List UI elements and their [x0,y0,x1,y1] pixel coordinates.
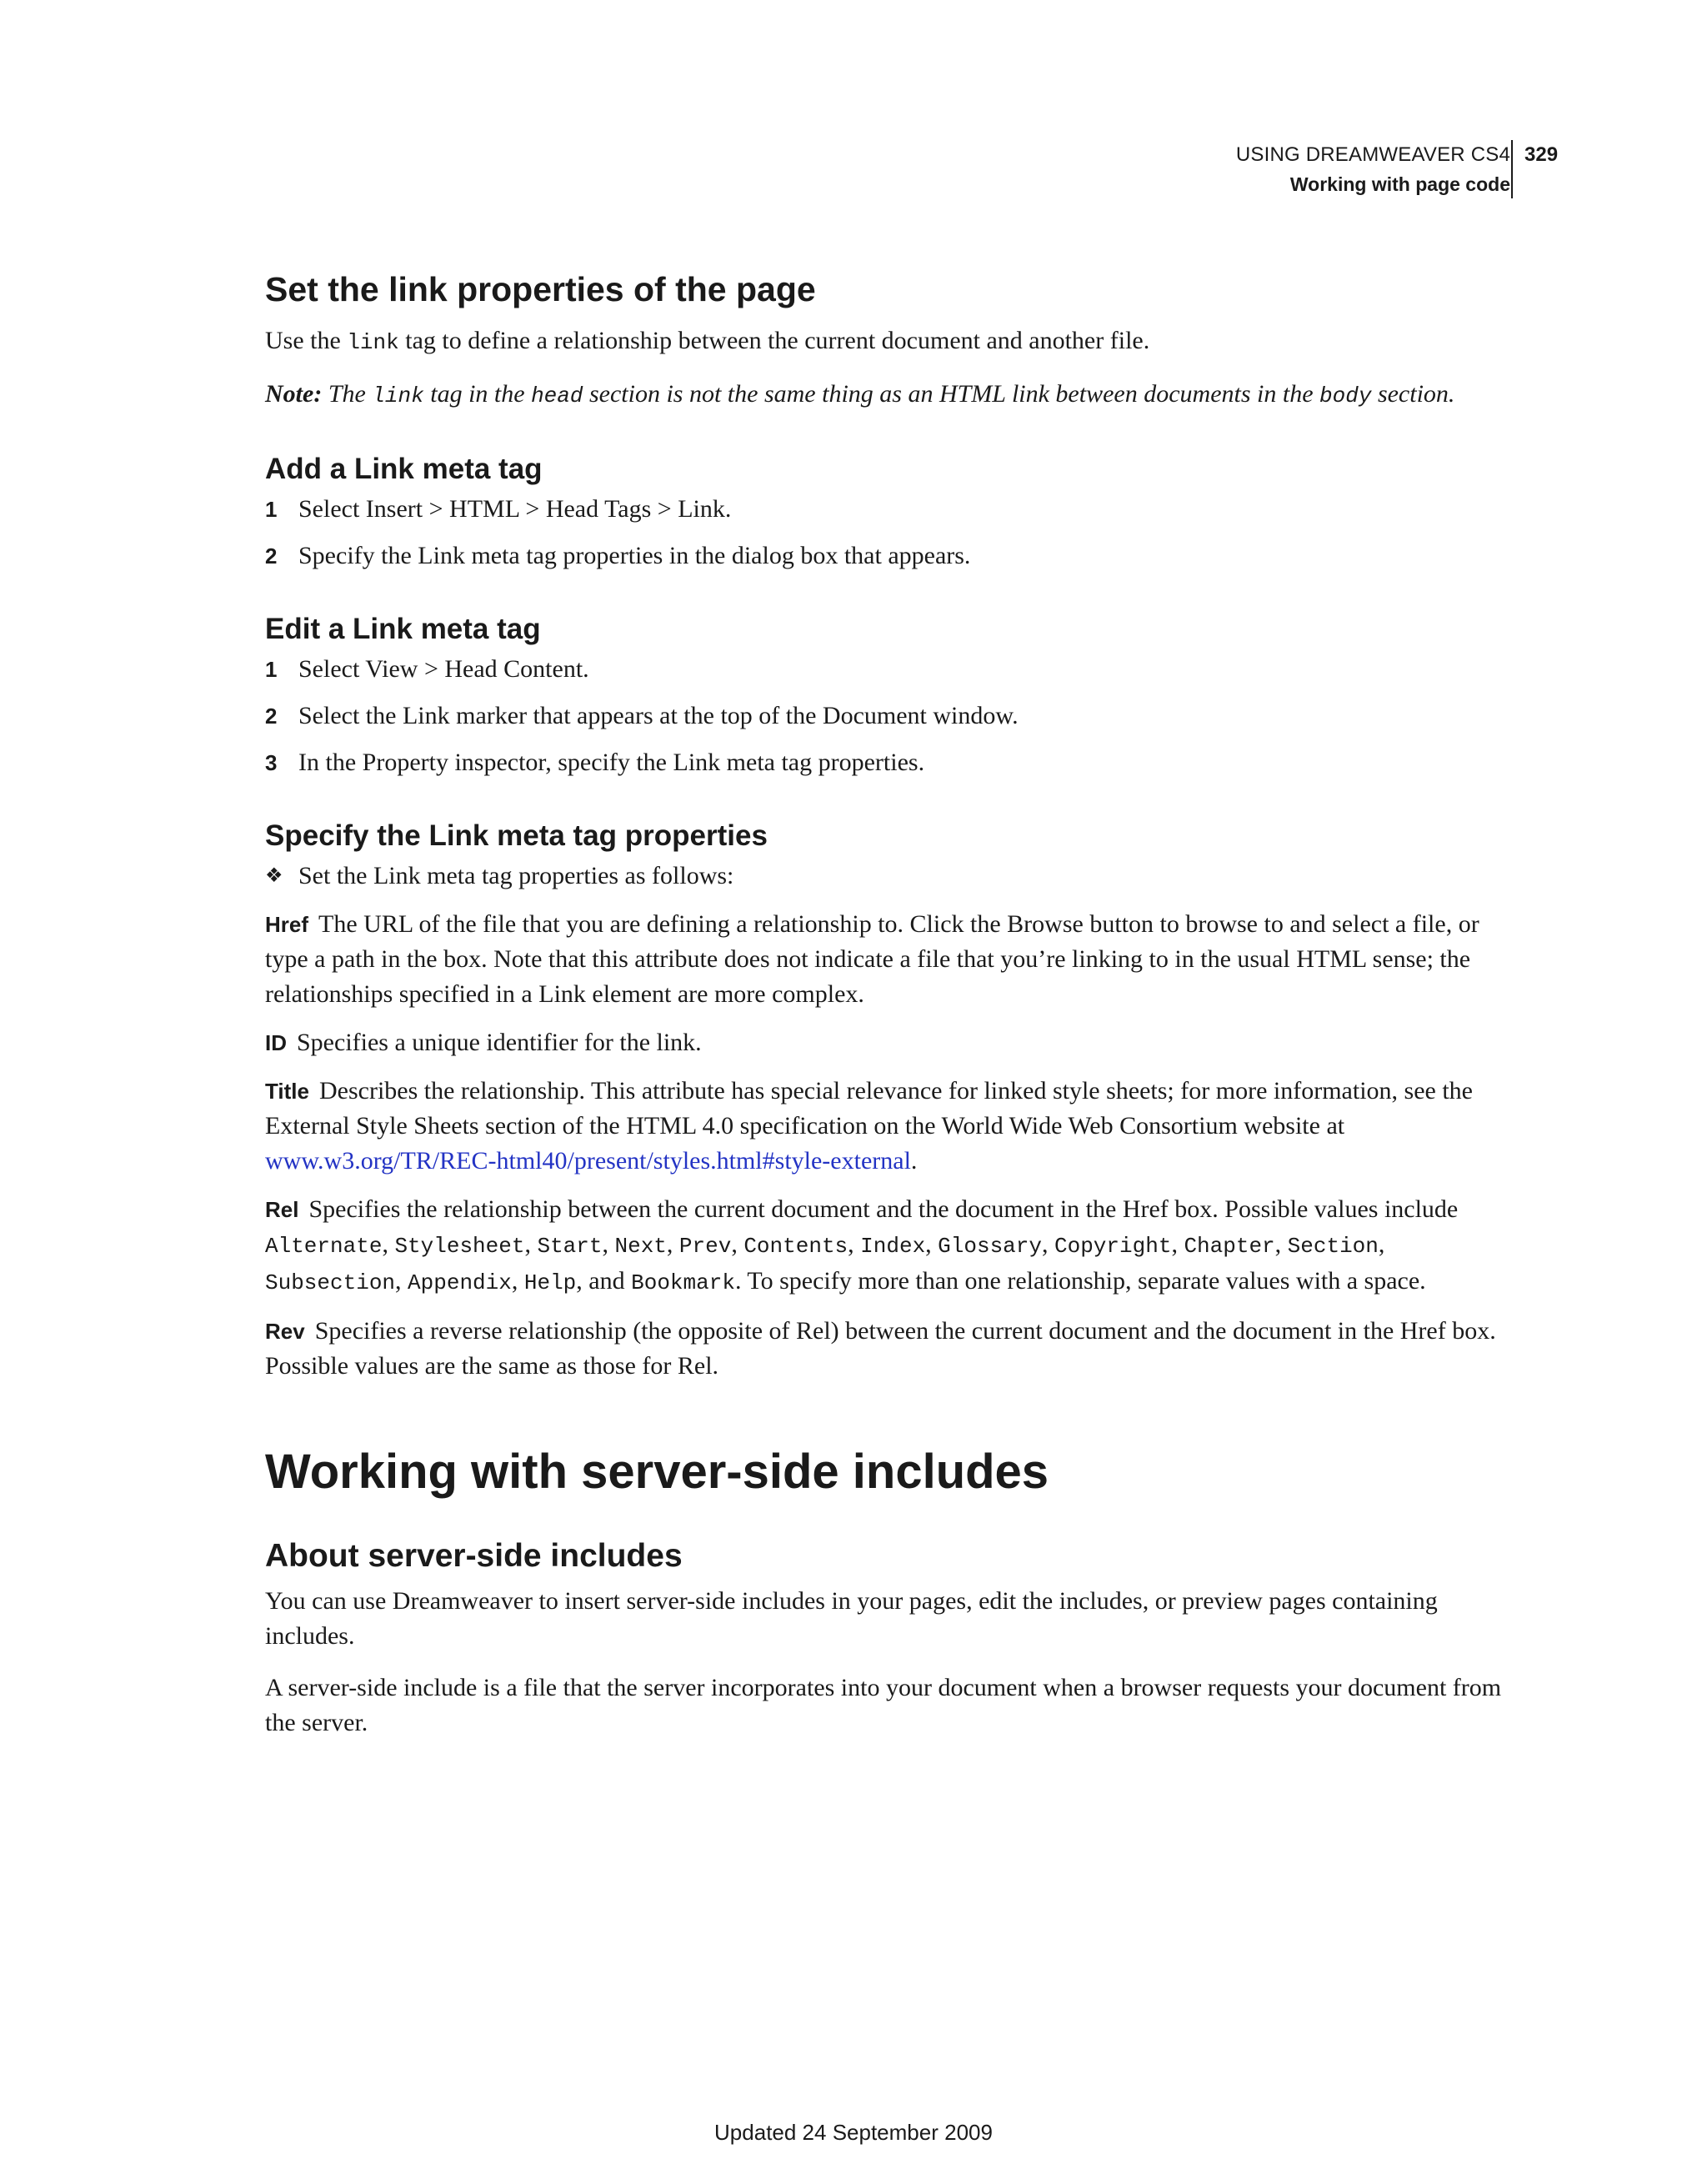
term-rel: Rel [265,1197,299,1222]
w3c-style-link[interactable]: www.w3.org/TR/REC-html40/present/styles.html#style-external [265,1147,911,1175]
term-rev: Rev [265,1319,305,1344]
header-divider [1511,140,1513,198]
step-number: 3 [265,750,278,775]
intro-text: Use the [265,327,348,354]
subheading-specify-link: Specify the Link meta tag properties [265,819,768,852]
code-value: Contents [743,1234,848,1259]
step-item [265,652,1503,687]
note-text: tag in the [423,380,532,408]
definition-rel [265,1192,1503,1300]
step-item [265,699,1503,734]
step-text: Select the Link marker that appears at the top of the Document window. [298,702,1019,729]
step-text: Select View > Head Content. [298,655,589,683]
step-number: 1 [265,497,278,522]
definition-text: Specifies a reverse relationship (the opposite of Rel) between the current document and the document in the Href box. Possible values are the same as those for Rel. [265,1317,1496,1380]
note-paragraph [265,377,1503,413]
rel-values-list: Alternate, Stylesheet, Start, Next, Prev, Contents, Index, Glossary, Copyright, Chapter, Section, Subsection, Appendix, Help [265,1230,1385,1295]
intro-paragraph [265,323,1503,360]
step-number: 2 [265,704,278,729]
step-text: Specify the Link meta tag properties in the dialog box that appears. [298,542,971,569]
definition-href [265,907,1503,1012]
term-title: Title [265,1079,309,1104]
code-value: Index [860,1234,926,1259]
code-link: link [372,383,424,408]
term-id: ID [265,1030,287,1055]
running-header [1236,140,1510,198]
definition-text: The URL of the file that you are defining a relationship to. Click the Browse button to browse to and select a file, or type a path in the box. Note that this attribute does not indicate a file that you’re linking to in the usual HTML sense; the relationships specified in a Link element are more complex. [265,910,1479,1008]
code-value: Alternate [265,1234,383,1259]
bullet-item [265,859,1503,894]
chapter-title: Working with page code [1289,173,1510,195]
step-item [265,492,1503,527]
step-number: 2 [265,543,278,569]
code-value: Bookmark [631,1270,735,1295]
term-href: Href [265,912,309,937]
code-value: Copyright [1054,1234,1172,1259]
code-value: Appendix [408,1270,512,1295]
code-value: Prev [678,1234,732,1259]
section-heading-link-properties: Set the link properties of the page [265,270,816,308]
ssi-paragraph-2: A server-side include is a file that the server incorporates into your document when a browser requests your document from the server. [265,1674,1502,1736]
code-value: Section [1287,1234,1379,1259]
code-body: body [1319,383,1372,408]
definition-text: Describes the relationship. This attribute has special relevance for linked style sheets; for more information, see the External Style Sheets section of the HTML 4.0 specification on the World Wide Web Consortium website at [265,1077,1473,1140]
code-value: Glossary [938,1234,1042,1259]
code-value: Start [537,1234,603,1259]
page-number: 329 [1524,143,1559,166]
diamond-bullet-icon: ❖ [265,865,283,887]
definition-text: , and [576,1267,632,1295]
definition-title [265,1074,1503,1179]
definition-id [265,1025,1503,1060]
subheading-edit-link: Edit a Link meta tag [265,613,541,645]
subheading-add-link: Add a Link meta tag [265,453,543,485]
chapter-heading-ssi: Working with server-side includes [265,1445,1049,1499]
ssi-paragraph-1: You can use Dreamweaver to insert server-side includes in your pages, edit the includes, or preview pages containing includes. [265,1587,1438,1650]
definition-text: Specifies a unique identifier for the link. [297,1029,702,1056]
book-title: USING DREAMWEAVER CS4 [1235,143,1510,166]
page-footer: Updated 24 September 2009 [714,2120,993,2145]
step-text: Select Insert > HTML > Head Tags > Link. [298,495,732,523]
intro-text-end: tag to define a relationship between the current document and another file. [398,327,1150,354]
note-text: The [322,380,373,408]
main-content [265,265,1503,1741]
code-value: Chapter [1184,1234,1275,1259]
step-number: 1 [265,657,278,682]
definition-text: Specifies the relationship between the current document and the document in the Href box. Possible values include [308,1195,1459,1223]
step-text: In the Property inspector, specify the Link meta tag properties. [298,749,925,776]
code-value: Help [523,1270,577,1295]
code-value: Subsection [265,1270,396,1295]
subheading-about-ssi: About server-side includes [265,1538,683,1574]
code-value: Next [614,1234,667,1259]
step-item [265,538,1503,574]
code-link: link [347,330,399,355]
step-item [265,745,1503,780]
code-head: head [531,383,583,408]
note-label: Note: [265,380,323,408]
note-text: section. [1371,380,1455,408]
definition-text: . To specify more than one relationship, separate values with a space. [734,1267,1426,1295]
definition-text: . [910,1147,918,1175]
note-text: section is not the same thing as an HTML link between documents in the [583,380,1320,408]
definition-rev [265,1314,1503,1384]
code-value: Stylesheet [394,1234,525,1259]
bullet-text: Set the Link meta tag properties as follows: [298,862,734,889]
